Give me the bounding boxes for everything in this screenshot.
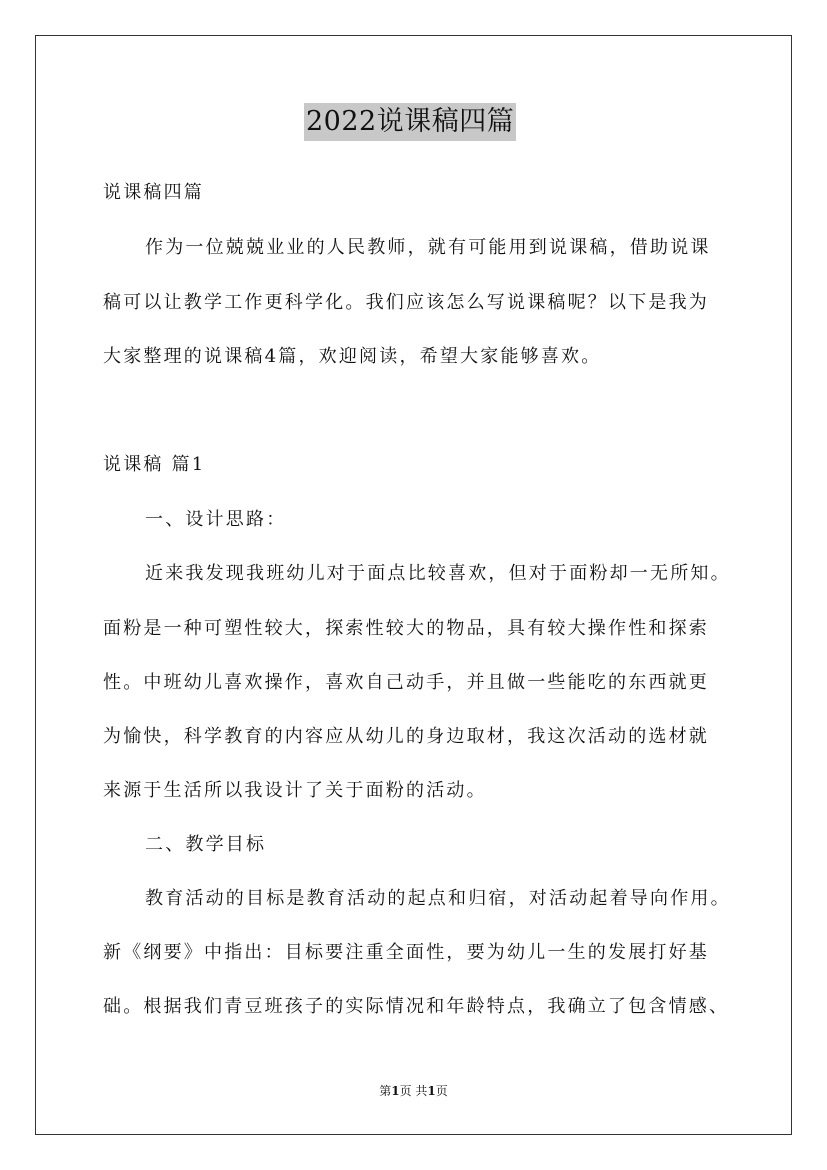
part1-line-5: 来源于生活所以我设计了关于面粉的活动。: [103, 780, 487, 801]
intro-line-2: 稿可以让教学工作更科学化。我们应该怎么写说课稿呢？以下是我为: [103, 292, 709, 313]
part1-line-4: 为愉快，科学教育的内容应从幼儿的身边取材，我这次活动的选材就: [103, 726, 709, 747]
part1-heading: 一、设计思路：: [145, 509, 287, 530]
footer-mid: 页 共: [399, 1084, 428, 1098]
part2-heading: 二、教学目标: [145, 834, 267, 855]
footer-suffix: 页: [435, 1084, 448, 1098]
part1-line-1: 近来我发现我班幼儿对于面点比较喜欢，但对于面粉却一无所知。: [145, 563, 731, 584]
part2-line-3: 础。根据我们青豆班孩子的实际情况和年龄特点，我确立了包含情感、: [103, 996, 730, 1017]
intro-line-3: 大家整理的说课稿4篇，欢迎阅读，希望大家能够喜欢。: [103, 346, 602, 367]
intro-line-1: 作为一位兢兢业业的人民教师，就有可能用到说课稿，借助说课: [145, 237, 711, 258]
footer-page-number: 1: [391, 1084, 400, 1098]
part2-line-1: 教育活动的目标是教育活动的起点和归宿，对活动起着导向作用。: [145, 888, 731, 909]
page-footer: [0, 1083, 827, 1099]
document-subtitle: 说课稿四篇: [103, 182, 204, 203]
footer-prefix: 第: [379, 1084, 392, 1098]
part1-line-3: 性。中班幼儿喜欢操作，喜欢自己动手，并且做一些能吃的东西就更: [103, 672, 709, 693]
part2-line-2: 新《纲要》中指出：目标要注重全面性，要为幼儿一生的发展打好基: [103, 942, 709, 963]
document-title: 2022说课稿四篇: [304, 103, 516, 141]
section-heading: 说课稿 篇1: [103, 454, 206, 475]
footer-total-pages: 1: [427, 1084, 436, 1098]
part1-line-2: 面粉是一种可塑性较大，探索性较大的物品，具有较大操作性和探索: [103, 618, 709, 639]
